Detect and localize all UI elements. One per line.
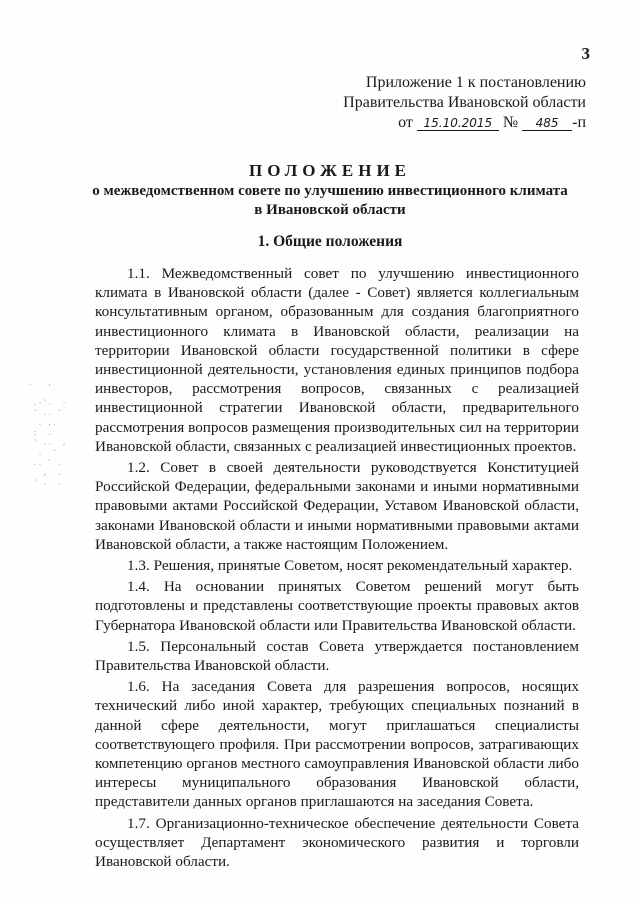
paragraph-1-2: 1.2. Совет в своей деятельности руководствуется Конституцией Российской Федерации, федеральными законами и иными нормативными правовыми актами Российской Федерации, Уставом Ивановской области, законами Ивановской области и иными нормативными правовыми актами Ивановской области, а также настоящим Положением.	[95, 459, 579, 553]
section-heading: 1. Общие положения	[257, 233, 403, 250]
document-body	[95, 264, 579, 873]
title-main: ПОЛОЖЕНИЕ	[249, 161, 411, 180]
appendix-line-1: Приложение 1 к постановлению	[365, 74, 586, 91]
title-line-3: в Ивановской области	[254, 202, 406, 218]
appendix-date-line	[286, 113, 586, 133]
paragraph-1-7: 1.7. Организационно-техническое обеспечение деятельности Совета осуществляет Департамент экономического развития и торговли Ивановской области.	[95, 814, 579, 871]
page-number: 3	[581, 44, 590, 63]
scan-margin-marks: . , .-'. - ' .. ' . ,. : . ' .. , . ' .. ' . , . ' . .	[28, 378, 67, 487]
handwritten-date: 15.10.2015	[417, 116, 499, 131]
paragraph-1-5: 1.5. Персональный состав Совета утверждается постановлением Правительства Ивановской области.	[95, 637, 579, 675]
appendix-line-2: Правительства Ивановской области	[343, 94, 586, 111]
appendix-number-label: №	[502, 114, 519, 131]
title-line-2: о межведомственном совете по улучшению инвестиционного климата	[92, 183, 568, 199]
appendix-number-suffix: -п	[572, 114, 586, 131]
paragraph-1-1: 1.1. Межведомственный совет по улучшению инвестиционного климата в Ивановской области (далее - Совет) является коллегиальным консультативным органом, образованным для создания благоприятного инвестиционного климата в Ивановской области, реализации на территории Ивановской области государственной политики в сфере инвестиционной деятельности, установления единых принципов подбора инвесторов, рассмотрения вопросов, связанных с реализацией инвестиционной стратегии Ивановской области, предварительного рассмотрения вопросов размещения производительных сил на территории Ивановской области, связанных с реализацией инвестиционных проектов.	[95, 265, 579, 455]
paragraph-1-6: 1.6. На заседания Совета для разрешения вопросов, носящих технический либо иной характер, требующих специальных познаний в данной сфере деятельности, могут приглашаться специалисты соответствующего профиля. При рассмотрении вопросов, затрагивающих компетенцию органов местного самоуправления Ивановской области либо интересы муниципального образования Ивановской области, представители данных органов приглашаются на заседания Совета.	[95, 678, 579, 811]
appendix-from-label: от	[398, 114, 413, 131]
paragraph-1-3: 1.3. Решения, принятые Советом, носят рекомендательный характер.	[127, 557, 573, 575]
document-title	[80, 160, 580, 220]
appendix-block	[286, 73, 586, 133]
paragraph-1-4: 1.4. На основании принятых Советом решений могут быть подготовлены и представлены соответствующие проекты правовых актов Губернатора Ивановской области или Правительства Ивановской области.	[95, 578, 579, 634]
handwritten-number: 485	[522, 116, 572, 131]
